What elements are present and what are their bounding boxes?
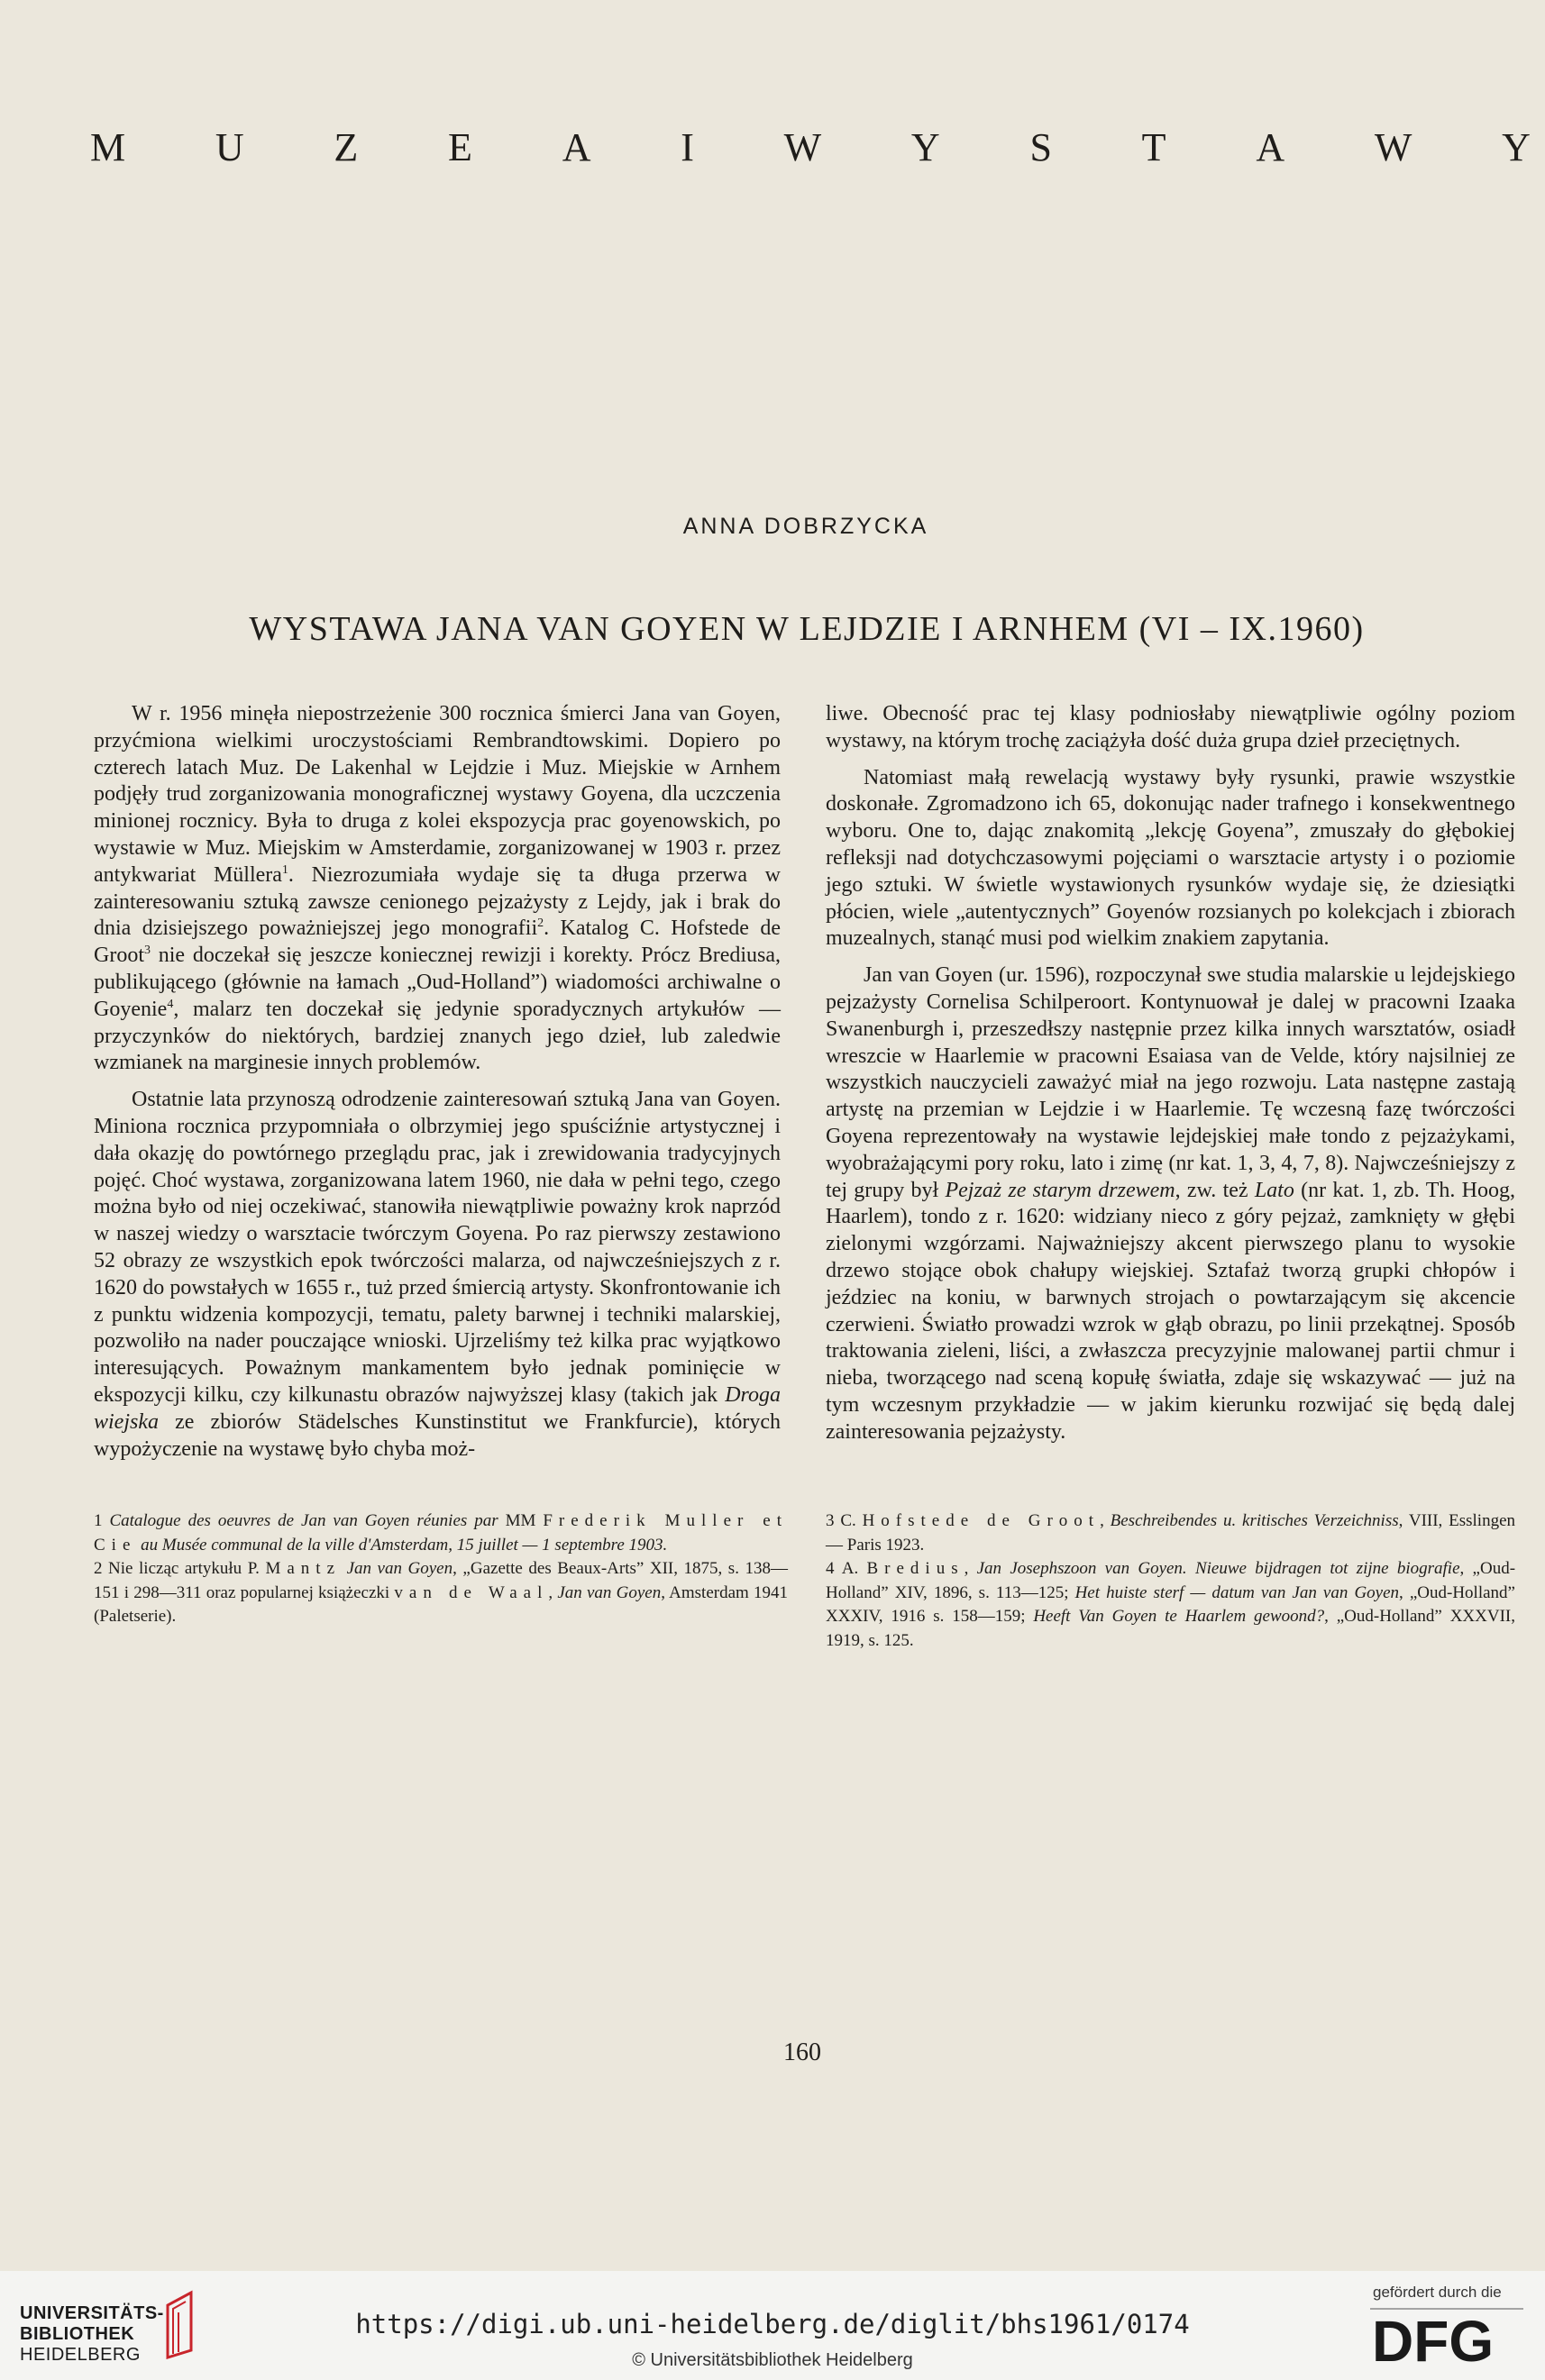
footnote-ref: 1 — [281, 862, 288, 877]
footnote-number: 2 — [94, 1559, 103, 1578]
footnote-ref: 4 — [167, 997, 174, 1011]
text-run: , Amsterdam 1941 (Paletserie). — [94, 1582, 788, 1626]
text-run: , VIII, Esslingen — Paris 1923. — [826, 1511, 1516, 1555]
footnotes-right — [826, 1509, 1515, 1653]
header-letter: M — [90, 125, 128, 169]
svg-text:DFG: DFG — [1372, 2309, 1495, 2366]
section-header — [90, 124, 1532, 170]
text-run: A. — [841, 1559, 867, 1578]
library-name-line: BIBLIOTHEK — [20, 2324, 135, 2344]
header-letter: A — [562, 125, 593, 169]
text-run: . Niezrozumiała wydaje się ta długa przerwa w zainteresowaniu sztuką zawsze cenionego pejzażysty z Lejdy, jak i brak do dnia dzisiejszego poważniejszej jego monografii — [94, 862, 781, 941]
copyright-notice: © Universitätsbibliothek Heidelberg — [632, 2350, 913, 2370]
header-letter: Z — [334, 125, 361, 169]
text-run: , „Oud-Holland” XXXVII, 1919, s. 125. — [826, 1607, 1515, 1650]
footnote — [826, 1509, 1515, 1557]
text-run: MM — [498, 1511, 544, 1530]
text-run: , — [964, 1559, 977, 1578]
text-run: , — [548, 1582, 558, 1602]
page-number: 160 — [783, 2038, 821, 2066]
dfg-logo-icon[interactable] — [1370, 2307, 1523, 2366]
artwork-title: Pejzaż ze starym drzewem — [945, 1178, 1175, 1202]
header-letter: W — [1374, 125, 1414, 169]
body-column-left — [94, 701, 781, 1463]
footnote-number: 1 — [94, 1511, 103, 1530]
header-letter: E — [448, 125, 474, 169]
spaced-name: Mantz — [265, 1559, 342, 1578]
footnote-ref: 3 — [144, 944, 151, 958]
footnote-ref: 2 — [537, 916, 544, 931]
body-column-right — [826, 701, 1515, 1446]
text-run: , „Gazette des Beaux-Arts” XII, 1875, s. 138—151 i 298—311 oraz popularnej książeczki — [94, 1559, 788, 1602]
footnote-number: 4 — [826, 1559, 835, 1578]
artwork-title: Lato — [1254, 1178, 1294, 1202]
artwork-title: Droga wiejska — [94, 1382, 781, 1434]
text-run: nie doczekał się jeszcze koniecznej rewizji i korekty. Prócz Brediusa, publikującego (głównie na łamach „Oud-Holland”) wiadomości archiwalne o Goyenie — [94, 944, 781, 1021]
footnote — [94, 1557, 788, 1629]
body-paragraph — [826, 962, 1515, 1445]
text-run: C. — [840, 1511, 863, 1530]
footnote-number: 3 — [826, 1511, 835, 1530]
text-run: Beschreibendes u. kritisches Verzeichniss — [1110, 1511, 1399, 1530]
text-run: . Katalog C. Hofstede de Groot — [94, 916, 781, 968]
text-run: Nie licząc artykułu P. — [108, 1559, 266, 1578]
article-title: WYSTAWA JANA VAN GOYEN W LEJDZIE I ARNHEM (VI – IX.1960) — [249, 610, 1365, 648]
spaced-name: van de Waal — [394, 1582, 549, 1602]
header-letter: T — [1141, 125, 1168, 169]
footnote — [94, 1509, 788, 1557]
text-run: W r. 1956 minęła niepostrzeżenie 300 rocznica śmierci Jana van Goyen, przyćmiona wielkimi uroczystościami Rembrandtowskimi. Dopiero po czterech latach Muz. De Lakenhal w Lejdzie i Muz. Miejskie w Arnhem podjęły trud zorganizowania monograficznej wystawy Goyena, dla uczczenia minionej rocznicy. Była to druga z kolei ekspozycja prac goyenowskich, po wystawie w Muz. Miejskim w Amsterdamie, zorganizowanej w 1903 r. przez antykwariat Müllera — [94, 702, 781, 887]
body-paragraph — [94, 1087, 781, 1463]
text-run: au Musée communal de la ville d'Amsterdam, 15 juillet — 1 septembre 1903. — [141, 1535, 668, 1555]
library-name-line: UNIVERSITÄTS- — [20, 2303, 164, 2323]
viewer-footer — [0, 2271, 1545, 2380]
text-run: Jan van Goyen — [557, 1582, 662, 1602]
body-paragraph — [94, 701, 781, 1077]
text-run: (nr kat. 1, zb. Th. Hoog, Haarlem), tondo z r. 1620: widziany nieco z góry pejzaż, zamknięty w głębi zielonymi wzgórzami. Najważniejszy akcent pierwszego planu to wysokie drzewo stojące obok chałupy wiejskiej. Sztafaż tworzą grupki chłopów i jeździec na koniu, w barwnych strojach o powtarzającym się akcencie czerwieni. Światło prowadzi wzrok w głąb obrazu, po linii przekątnej. Sposób traktowania zieleni, liści, a zwłaszcza precyzyjnie malowanej partii chmur i nieba, tworzącego nad sceną kopułę światła, zdaje się wskazywać — już na tym wczesnym przykładzie — w jakim kierunku rozwijać się będą dalej zainteresowania pejzażysty. — [826, 1178, 1515, 1444]
text-run: Jan van Goyen — [346, 1559, 453, 1578]
header-letter: W — [783, 125, 824, 169]
footnote — [826, 1557, 1515, 1653]
permalink-url[interactable]: https://digi.ub.uni-heidelberg.de/diglit/bhs1961/0174 — [355, 2309, 1190, 2339]
spaced-name: Frederik Muller et Cie — [94, 1511, 788, 1555]
funding-note: gefördert durch die — [1373, 2284, 1502, 2301]
text-run: Ostatnie lata przynoszą odrodzenie zainteresowań sztuką Jana van Goyen. Miniona rocznica przypomniała o olbrzymiej jego spuściźnie artystycznej i dała okazję do powtórnego przeglądu prac, jak i zrewidowania tradycyjnych pojęć. Choć wystawa, zorganizowana latem 1960, nie dała w pełni tego, czego można było od niej oczekiwać, stanowiła niewątpliwie poważny krok naprzód w naszej wiedzy o warsztacie twórczym Goyena. Po raz pierwszy zestawiono 52 obrazy ze wszystkich epok twórczości malarza, od najwcześniejszych z r. 1620 do powstałych w 1655 r., tuż przed śmiercią artysty. Skonfrontowanie ich z punktu widzenia kompozycji, tematu, palety barwnej i techniki malarskiej, pozwoliło na nader pouczające wnioski. Ujrzeliśmy też kilka prac wyjątkowo interesujących. Poważnym mankamentem było jednak pominięcie w ekspozycji kilku, czy kilkunastu obrazów najwyższej klasy (takich jak — [94, 1088, 781, 1407]
text-run: Jan van Goyen (ur. 1596), rozpoczynał swe studia malarskie u lejdejskiego pejzażysty Cornelisa Schilperoort. Kontynuował je dalej w pracowni Izaaka Swanenburgh i, przeszedłszy następnie przez kilka innych warsztatów, osiadł wreszcie w Haarlemie w pracowni Esaiasa van de Velde, który najsilniej ze wszystkich nauczycieli zaważyć miał na jego rozwoju. Lata następne zastają artystę na przemian w Lejdzie i w Haarlemie. Tę wczesną fazę twórczości Goyena reprezentowały na wystawie lejdejskiej małe tondo z pejzażykami, wyobrażającymi pory roku, lato i zimę (nr kat. 1, 3, 4, 7, 8). Najwcześniejszy z tej grupy był — [826, 963, 1515, 1202]
text-run: Jan Josephszoon van Goyen. Nieuwe bijdragen tot zijne biografie — [976, 1559, 1460, 1578]
header-letter: Y — [1502, 125, 1532, 169]
header-letter: A — [1256, 125, 1287, 169]
footnotes-left — [94, 1509, 788, 1629]
text-run: , — [1100, 1511, 1111, 1530]
header-letter: Y — [910, 125, 942, 169]
header-letter: U — [215, 125, 246, 169]
text-run: , „Oud-Holland” XXXIV, 1916 s. 158—159; — [826, 1582, 1515, 1626]
article-author: ANNA DOBRZYCKA — [682, 514, 929, 539]
header-letter: S — [1029, 125, 1054, 169]
text-run: ze zbiorów Städelsches Kunstinstitut we Frankfurcie), których wypożyczenie na wystawę było chyba moż- — [94, 1409, 781, 1461]
spaced-name: Bredius — [866, 1559, 964, 1578]
text-run: Heeft Van Goyen te Haarlem gewoond? — [1033, 1607, 1325, 1626]
text-run: , „Oud-Holland” XIV, 1896, s. 113—125; — [826, 1559, 1516, 1602]
body-paragraph: liwe. Obecność prac tej klasy podniosłaby niewątpliwie ogólny poziom wystawy, na którym trochę zaciążyła dość duża grupa dzieł przeciętnych. — [826, 702, 1515, 752]
header-letter: I — [681, 125, 696, 169]
text-run: Catalogue des oeuvres de Jan van Goyen réunies par — [109, 1511, 498, 1530]
text-run: , zw. też — [1175, 1178, 1255, 1202]
library-name-line: HEIDELBERG — [20, 2345, 141, 2365]
text-run: , malarz ten doczekał się jedynie sporadycznych artykułów — przyczynków do niektórych, bardziej znanych jego dzieł, lub zaledwie wzmianek na marginesie innych problemów. — [94, 997, 781, 1075]
body-paragraph: Natomiast małą rewelacją wystawy były rysunki, prawie wszystkie doskonałe. Zgromadzono ich 65, dokonując nader trafnego i konsekwentnego wyboru. One to, dając znakomitą „lekcję Goyena”, zmuszały do głębokiej refleksji nad dotychczasowymi pojęciami o warsztacie artysty i o poziomie jego sztuki. W świetle wystawionych rysunków wydaje się, że dziesiątki płócien, wiele „autentycznych” Goyenów rozsianych po kolekcjach i zbiorach muzealnych, stanąć musi pod wielkim znakiem zapytania. — [826, 765, 1515, 951]
spaced-name: Hofstede de Groot — [862, 1511, 1101, 1530]
text-run: Het huiste sterf — datum van Jan van Goyen — [1074, 1582, 1400, 1602]
